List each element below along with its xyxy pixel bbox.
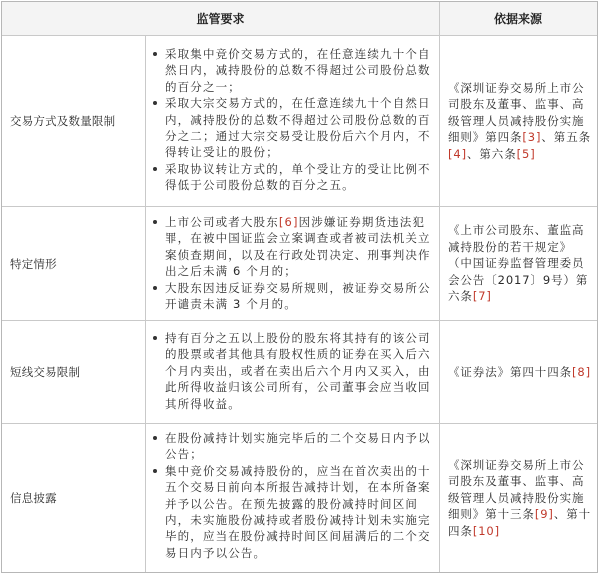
citation-link[interactable]: [5] — [516, 146, 536, 161]
list-item: 采取协议转让方式的，单个受让方的受让比例不得低于公司股份总数的百分之五。 — [148, 161, 438, 194]
list-item: 大股东因违反证券交易所规则，被证券交易所公开谴责未满 3 个月的。 — [148, 280, 438, 313]
row-label-short-swing: 短线交易限制 — [10, 365, 81, 379]
source-text: 、第六条 — [467, 146, 517, 161]
source-text: 、第五条 — [541, 130, 592, 145]
citation-link[interactable]: [9] — [534, 507, 554, 522]
source-text: 《上市公司股东、董监高减持股份的若干规定》（中国证券监督管理委员会公告〔2017〕9号）第六条 — [448, 223, 589, 304]
source-cell — [440, 36, 597, 206]
list-item: 集中竞价交易减持股份的，应当在首次卖出的十五个交易日前向本所报告减持计划，在本所备案并予以公告。在预先披露的股份减持时间区间内，未实施股份减持或者股份减持计划未实施完毕的，应当在股份减持时间区间届满后的二个交易日内予以公告。 — [148, 463, 438, 561]
citation-link[interactable]: [4] — [448, 146, 467, 161]
source-cell — [440, 321, 597, 423]
list-item: 持有百分之五以上股份的股东将其持有的该公司的股票或者其他具有股权性质的证券在买入后六个月内卖出，或者在卖出后六个月内又买入，由此所得收益归该公司所有，公司董事会应当收回其所得收益。 — [148, 330, 438, 412]
requirement-list — [148, 46, 438, 194]
citation-link[interactable]: [7] — [472, 289, 492, 304]
source-cell — [440, 207, 597, 320]
regulation-table — [1, 1, 598, 573]
source-text: 《深圳证券交易所上市公司股东及董事、监事、高级管理人员减持股份实施细则》第四条 — [448, 80, 585, 145]
requirement-list — [148, 330, 438, 412]
header-source: 依据来源 — [439, 2, 597, 35]
list-item: 上市公司或者大股东[6]因涉嫌证券期货违法犯罪，在被中国证监会立案调查或者被司法机关立案侦查期间，以及在行政处罚决定、刑事判决作出之后未满 6 个月的； — [148, 214, 438, 280]
column-divider — [145, 35, 146, 572]
list-item: 采取集中竞价交易方式的，在任意连续九十个自然日内，减持股份的总数不得超过公司股份总数的百分之一； — [148, 46, 438, 95]
list-item: 在股份减持计划实施完毕后的二个交易日内予以公告； — [148, 430, 438, 463]
requirement-list — [148, 430, 438, 561]
requirement-list — [148, 214, 438, 312]
citation-link[interactable]: [10] — [472, 523, 501, 538]
source-text: 、第十四条 — [448, 507, 592, 538]
citation-link[interactable]: [8] — [572, 364, 591, 379]
citation-link[interactable]: [6] — [278, 215, 299, 229]
row-label-special-cases: 特定情形 — [10, 256, 57, 271]
header-requirement: 监管要求 — [2, 2, 439, 35]
source-text: 《证券法》第四十四条 — [448, 364, 572, 379]
source-cell — [440, 424, 597, 572]
row-label-trading-method: 交易方式及数量限制 — [10, 114, 116, 128]
source-text: 《深圳证券交易所上市公司股东及董事、监事、高级管理人员减持股份实施细则》第十三条 — [448, 457, 585, 522]
row-label-disclosure: 信息披露 — [10, 491, 57, 505]
list-item: 采取大宗交易方式的，在任意连续九十个自然日内，减持股份的总数不得超过公司股份总数的百分之二；通过大宗交易受让股份后六个月内，不得转让受让的股份； — [148, 95, 438, 161]
citation-link[interactable]: [3] — [522, 130, 542, 145]
